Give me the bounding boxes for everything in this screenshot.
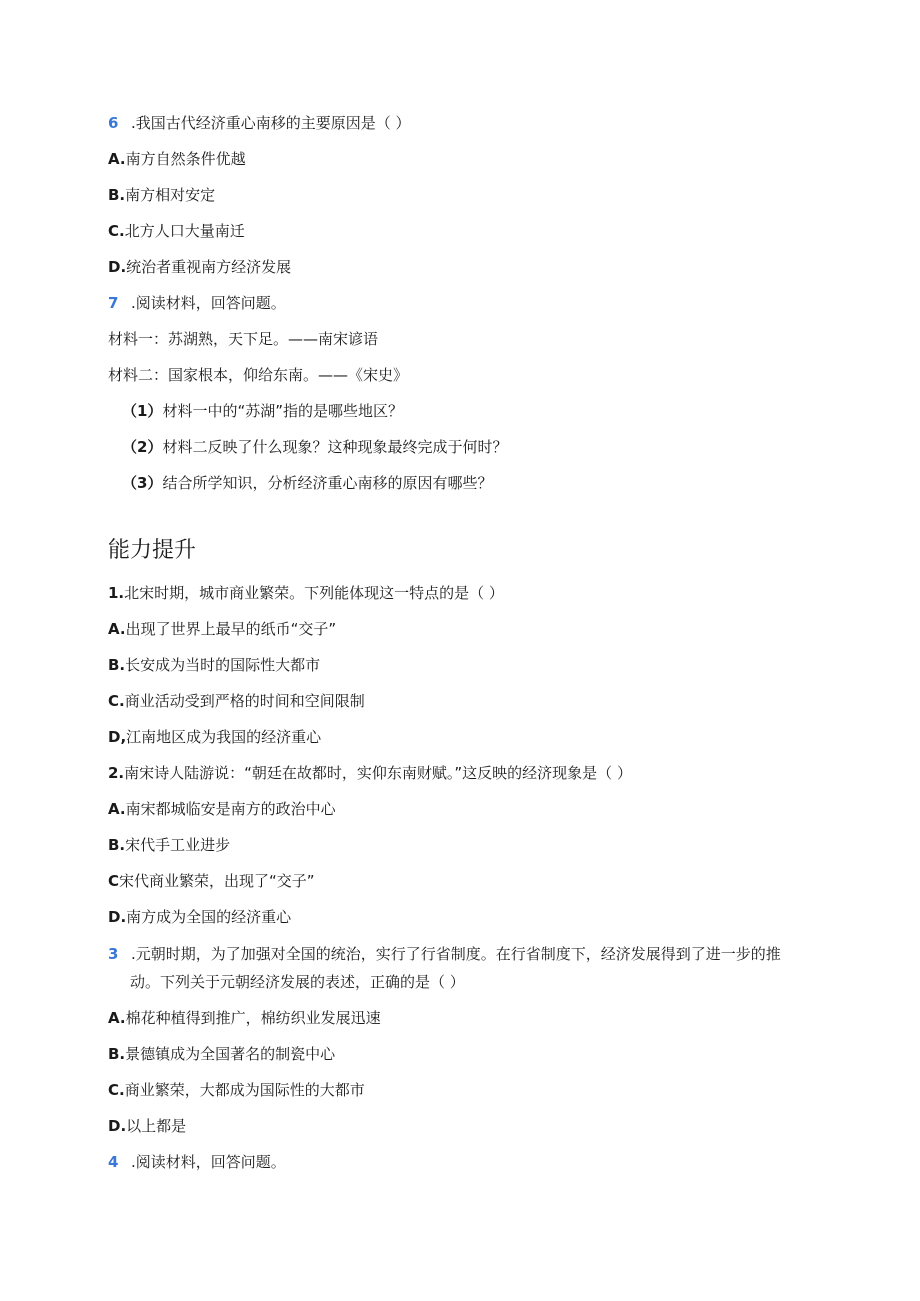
option-text: 商业活动受到严格的时间和空间限制 [124,692,365,710]
question-text: .阅读材料，回答问题。 [131,1153,286,1171]
option-label: C. [108,1081,125,1099]
option-c [108,1080,365,1100]
question-number: 2. [108,764,125,782]
question-1-stem [108,583,504,603]
option-c [108,691,365,711]
option-a [108,149,246,169]
question-6-stem [108,113,411,133]
material-1: 材料一：苏湖熟，天下足。——南宋谚语 [108,330,379,348]
option-label: A. [108,1009,126,1027]
question-text: .阅读材料，回答问题。 [131,294,286,312]
question-number: 6 [108,114,119,132]
sub-question-label: （2） [122,438,163,456]
option-label: A. [108,620,126,638]
question-number: 7 [108,294,119,312]
option-text: 景德镇成为全国著名的制瓷中心 [125,1045,336,1063]
option-b [108,1044,335,1064]
option-label: B. [108,1045,126,1063]
option-a [108,1008,381,1028]
option-a [108,619,336,639]
option-text: 长安成为当时的国际性大都市 [125,656,321,674]
option-text: 南方相对安定 [125,186,216,204]
option-label: C. [108,692,125,710]
option-d [108,257,291,277]
option-label: A. [108,150,126,168]
sub-question-label: （3） [122,474,163,492]
option-c [108,221,245,241]
option-text: 北方人口大量南迁 [124,222,245,240]
option-text: 出现了世界上最早的纸币“交子” [125,620,337,638]
option-text: 南方成为全国的经济重心 [126,908,292,926]
question-text: .元朝时期，为了加强对全国的统治，实行了行省制度。在行省制度下，经济发展得到了进一步的推 [131,945,781,963]
option-c [108,871,315,891]
option-text: 宋代商业繁荣，出现了“交子” [119,872,315,890]
option-d [108,907,291,927]
option-text: 宋代手工业进步 [125,836,231,854]
question-number: 1. [108,584,125,602]
question-number: 4 [108,1153,119,1171]
question-3-stem [108,944,781,964]
option-text: 统治者重视南方经济发展 [126,258,292,276]
sub-question-2 [122,437,507,457]
sub-question-text: 材料二反映了什么现象？这种现象最终完成于何时？ [162,438,508,456]
question-3-stem-continued: 动。下列关于元朝经济发展的表述，正确的是（ ） [130,973,465,991]
option-label: D, [108,728,127,746]
sub-question-text: 结合所学知识，分析经济重心南移的原因有哪些？ [162,474,493,492]
question-text: 南宋诗人陆游说：“朝廷在故都时，实仰东南财赋。”这反映的经济现象是（ ） [124,764,632,782]
question-text: .我国古代经济重心南移的主要原因是（ ） [131,114,411,132]
section-heading: 能力提升 [108,538,197,563]
option-b [108,835,230,855]
option-text: 商业繁荣，大都成为国际性的大都市 [124,1081,365,1099]
sub-question-1 [122,401,403,421]
option-d [108,1116,186,1136]
option-label: B. [108,656,126,674]
question-7-stem [108,293,286,313]
option-label: B. [108,836,126,854]
sub-question-3 [122,473,492,493]
option-text: 以上都是 [126,1117,187,1135]
option-text: 南宋都城临安是南方的政治中心 [125,800,336,818]
option-text: 南方自然条件优越 [125,150,246,168]
material-2: 材料二：国家根本，仰给东南。——《宋史》 [108,366,409,384]
option-text: 江南地区成为我国的经济重心 [126,728,322,746]
option-d [108,727,321,747]
sub-question-label: （1） [122,402,163,420]
option-label: A. [108,800,126,818]
option-label: C [108,872,120,890]
question-4-stem [108,1152,286,1172]
option-a [108,799,336,819]
option-b [108,185,215,205]
option-label: C. [108,222,125,240]
sub-question-text: 材料一中的“苏湖”指的是哪些地区？ [162,402,403,420]
option-text: 棉花种植得到推广，棉纺织业发展迅速 [125,1009,381,1027]
option-b [108,655,320,675]
question-2-stem [108,763,632,783]
option-label: D. [108,258,127,276]
option-label: D. [108,908,127,926]
question-text: 北宋时期，城市商业繁荣。下列能体现这一特点的是（ ） [124,584,504,602]
question-number: 3 [108,945,119,963]
option-label: B. [108,186,126,204]
option-label: D. [108,1117,127,1135]
